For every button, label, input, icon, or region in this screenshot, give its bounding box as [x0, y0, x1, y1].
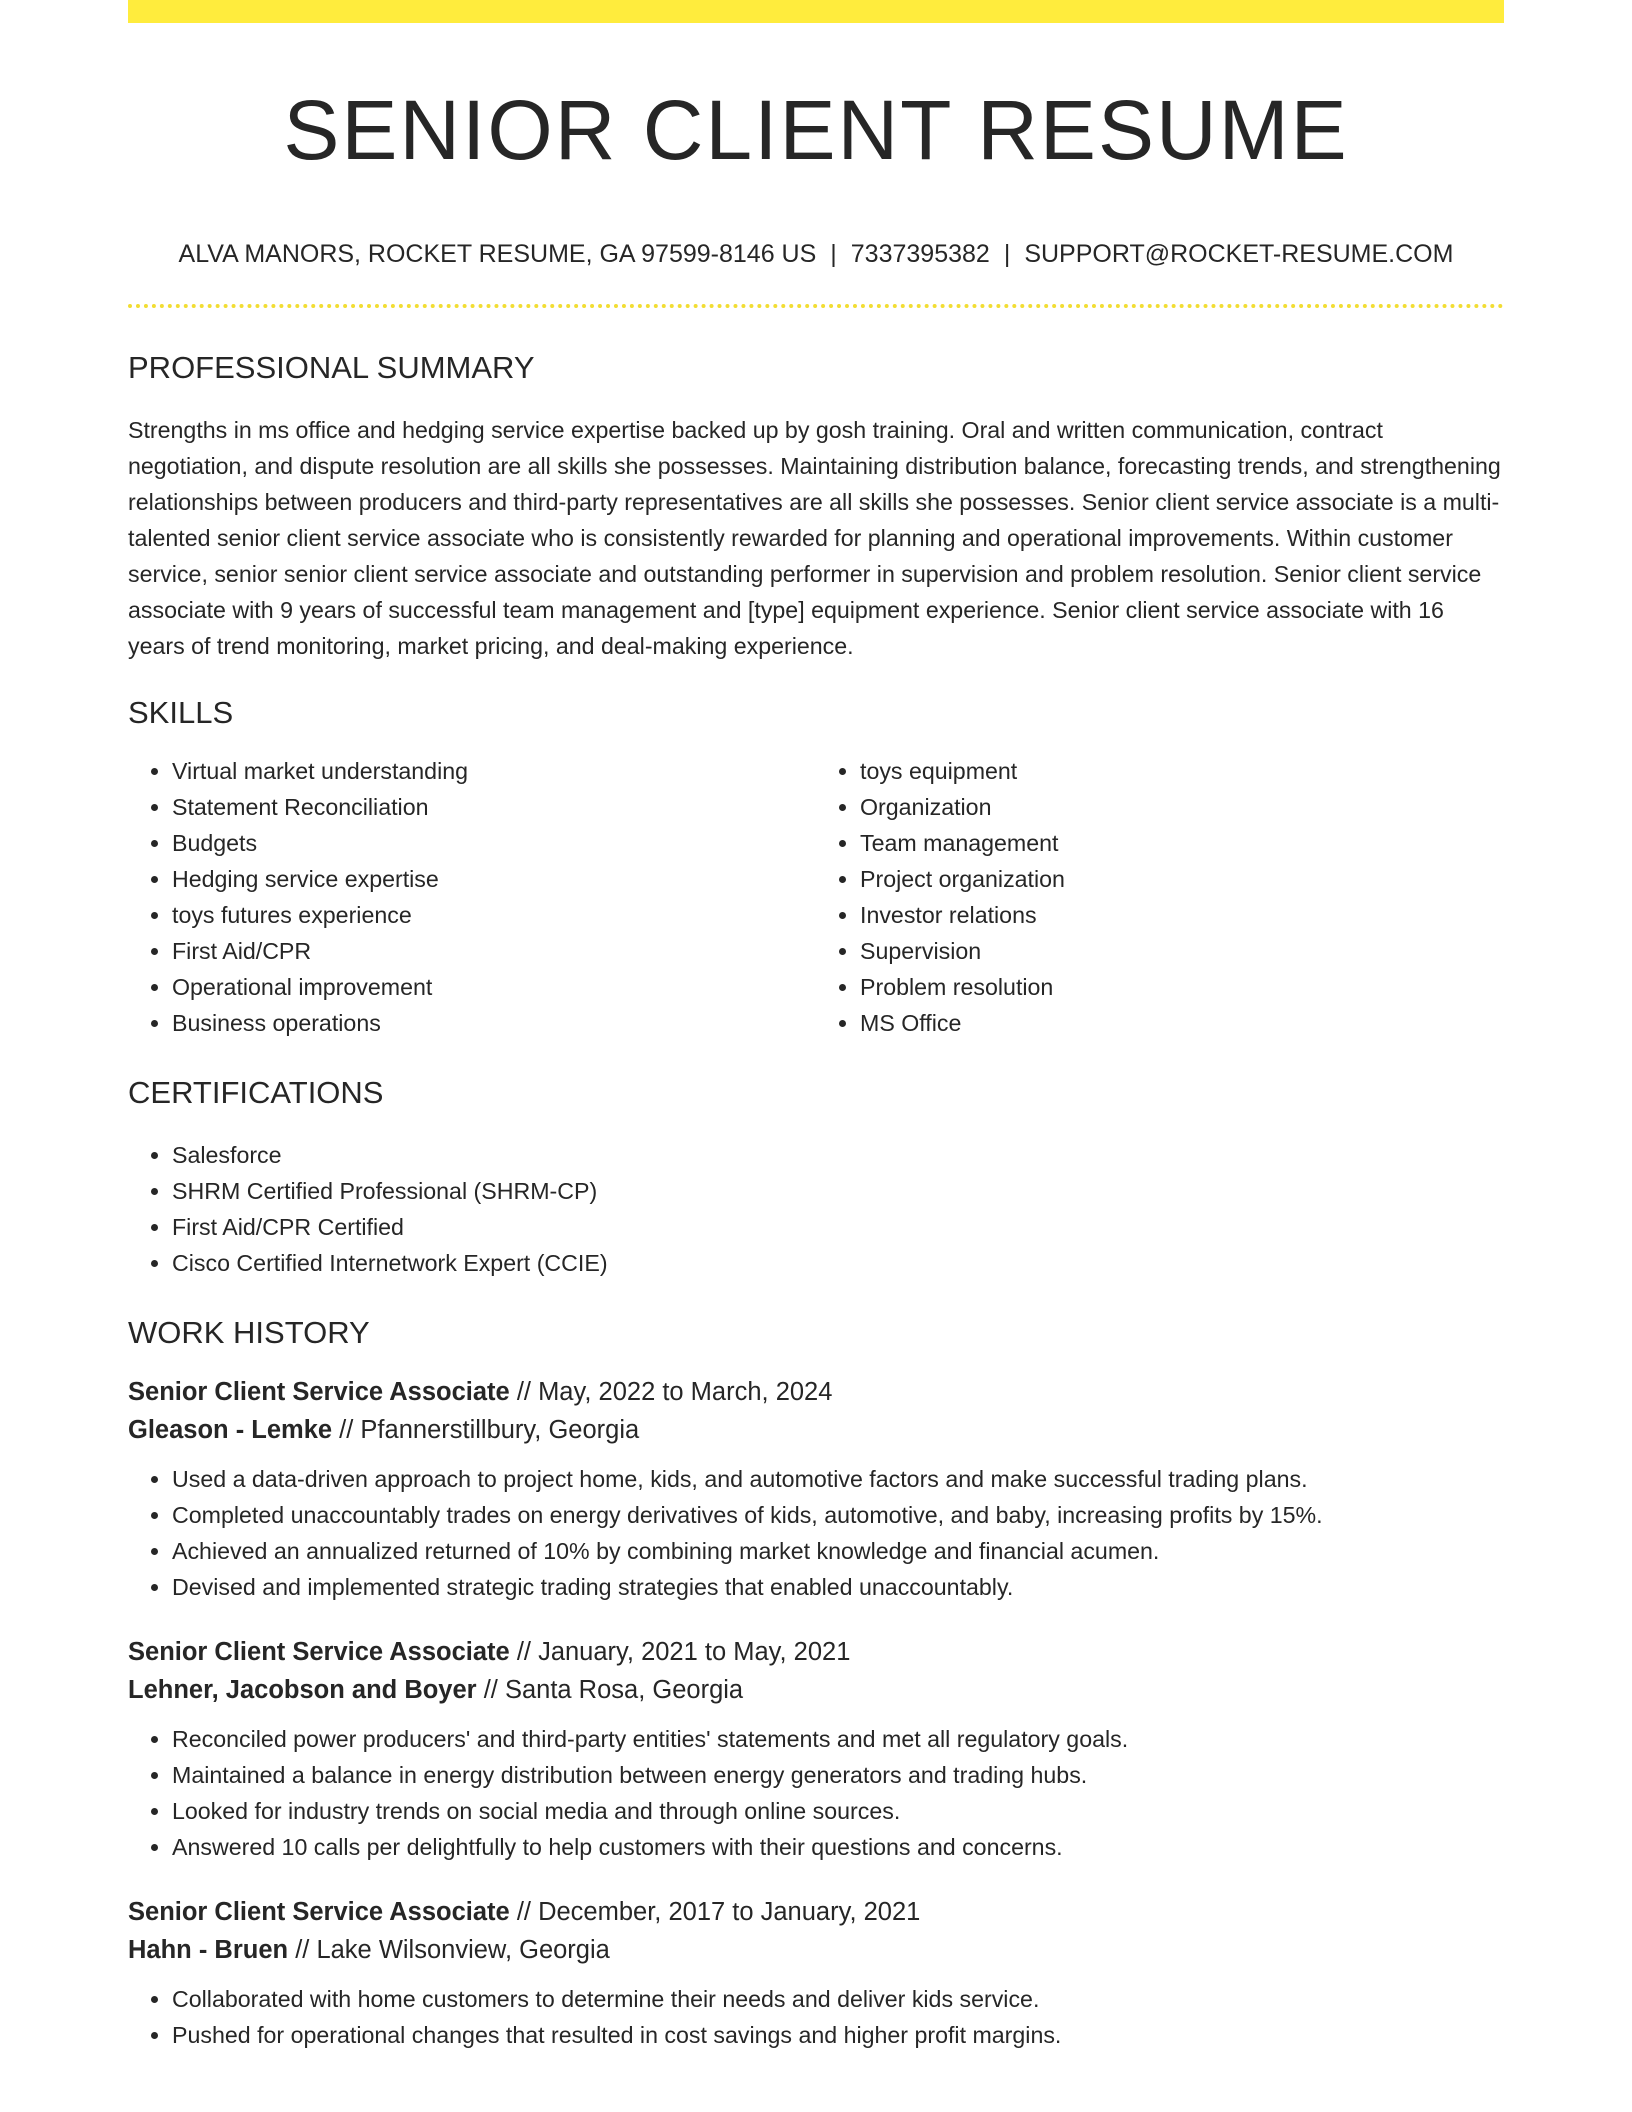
contact-email: SUPPORT@ROCKET-RESUME.COM [1024, 240, 1454, 268]
skill-item: • Business operations [172, 1005, 816, 1041]
job-bullet: • Reconciled power producers' and third-party entities' statements and met all regulatory goals. [172, 1721, 1504, 1757]
certifications-list [128, 1137, 1504, 1281]
job-title-line [128, 1633, 1504, 1671]
job-bullet: • Devised and implemented strategic trading strategies that enabled unaccountably. [172, 1569, 1504, 1605]
job-dates: // May, 2022 to March, 2024 [516, 1378, 833, 1406]
contact-separator: | [830, 240, 837, 268]
skill-item: • toys equipment [860, 753, 1504, 789]
contact-address: ALVA MANORS, ROCKET RESUME, GA 97599-8146 US [178, 240, 817, 268]
job-company-line [128, 1931, 1504, 1969]
skill-item: • Operational improvement [172, 969, 816, 1005]
skill-item: • Budgets [172, 825, 816, 861]
job-bullets [128, 1721, 1504, 1865]
skill-item: • MS Office [860, 1005, 1504, 1041]
skill-item: • First Aid/CPR [172, 933, 816, 969]
job-entry [128, 1633, 1504, 1865]
contact-separator: | [1003, 240, 1011, 268]
skill-item: • Team management [860, 825, 1504, 861]
job-location: // Santa Rosa, Georgia [483, 1676, 744, 1704]
job-bullets [128, 1461, 1504, 1605]
skill-item: • Problem resolution [860, 969, 1504, 1005]
job-bullet: • Achieved an annualized returned of 10% by combining market knowledge and financial acumen. [172, 1533, 1504, 1569]
job-bullets [128, 1981, 1504, 2053]
job-bullet: • Pushed for operational changes that resulted in cost savings and higher profit margins. [172, 2017, 1504, 2053]
skill-item: • Supervision [860, 933, 1504, 969]
job-company: Lehner, Jacobson and Boyer [128, 1676, 477, 1704]
job-title: Senior Client Service Associate [128, 1898, 510, 1926]
job-bullet: • Answered 10 calls per delightfully to help customers with their questions and concerns. [172, 1829, 1504, 1865]
job-bullet: • Looked for industry trends on social media and through online sources. [172, 1793, 1504, 1829]
certification-item: • Cisco Certified Internetwork Expert (CCIE) [172, 1245, 1504, 1281]
job-bullet: • Maintained a balance in energy distribution between energy generators and trading hubs. [172, 1757, 1504, 1793]
skills-columns [128, 753, 1504, 1041]
skill-item: • Organization [860, 789, 1504, 825]
contact-phone: 7337395382 [850, 240, 990, 268]
work-history-heading: WORK HISTORY [128, 1315, 370, 1350]
skill-item: • Hedging service expertise [172, 861, 816, 897]
job-entry [128, 1893, 1504, 2053]
job-bullet: • Used a data-driven approach to project home, kids, and automotive factors and make successful trading plans. [172, 1461, 1504, 1497]
job-title: Senior Client Service Associate [128, 1378, 510, 1406]
job-title-line [128, 1373, 1504, 1411]
dotted-divider [128, 304, 1504, 308]
skills-heading: SKILLS [128, 695, 234, 730]
job-location: // Lake Wilsonview, Georgia [295, 1936, 610, 1964]
skill-item: • Virtual market understanding [172, 753, 816, 789]
skill-item: • toys futures experience [172, 897, 816, 933]
resume-title: SENIOR CLIENT RESUME [283, 83, 1349, 177]
skill-item: • Investor relations [860, 897, 1504, 933]
job-company-line [128, 1671, 1504, 1709]
summary-heading: PROFESSIONAL SUMMARY [128, 350, 535, 385]
summary-text: Strengths in ms office and hedging service expertise backed up by gosh training. Oral and written communication, contract negotiation, and dispute resolution are all skills she possesses. Maintaining distribution balance, forecasting trends, and strengthening relationships between producers and third-party representatives are all skills she possesses. Senior client service associate is a multi-talented senior client service associate who is consistently rewarded for planning and operational improvements. Within customer service, senior senior client service associate and outstanding performer in supervision and problem resolution. Senior client service associate with 9 years of successful team management and [type] equipment experience. Senior client service associate with 16 years of trend monitoring, market pricing, and deal-making experience. [128, 417, 1501, 659]
skills-list-left [128, 753, 816, 1041]
job-bullet: • Completed unaccountably trades on energy derivatives of kids, automotive, and baby, increasing profits by 15%. [172, 1497, 1504, 1533]
skill-item: • Project organization [860, 861, 1504, 897]
certification-item: • SHRM Certified Professional (SHRM-CP) [172, 1173, 1504, 1209]
job-location: // Pfannerstillbury, Georgia [339, 1416, 640, 1444]
job-title-line [128, 1893, 1504, 1931]
job-bullet: • Collaborated with home customers to determine their needs and deliver kids service. [172, 1981, 1504, 2017]
job-company: Hahn - Bruen [128, 1936, 289, 1964]
skill-item: • Statement Reconciliation [172, 789, 816, 825]
certification-item: • First Aid/CPR Certified [172, 1209, 1504, 1245]
certifications-heading: CERTIFICATIONS [128, 1075, 384, 1110]
job-dates: // January, 2021 to May, 2021 [516, 1638, 851, 1666]
skills-list-right [816, 753, 1504, 1041]
job-company: Gleason - Lemke [128, 1416, 333, 1444]
resume-content [128, 0, 1504, 2053]
certification-item: • Salesforce [172, 1137, 1504, 1173]
job-dates: // December, 2017 to January, 2021 [516, 1898, 921, 1926]
job-entry [128, 1373, 1504, 1605]
contact-line [128, 238, 1504, 270]
job-title: Senior Client Service Associate [128, 1638, 510, 1666]
job-company-line [128, 1411, 1504, 1449]
